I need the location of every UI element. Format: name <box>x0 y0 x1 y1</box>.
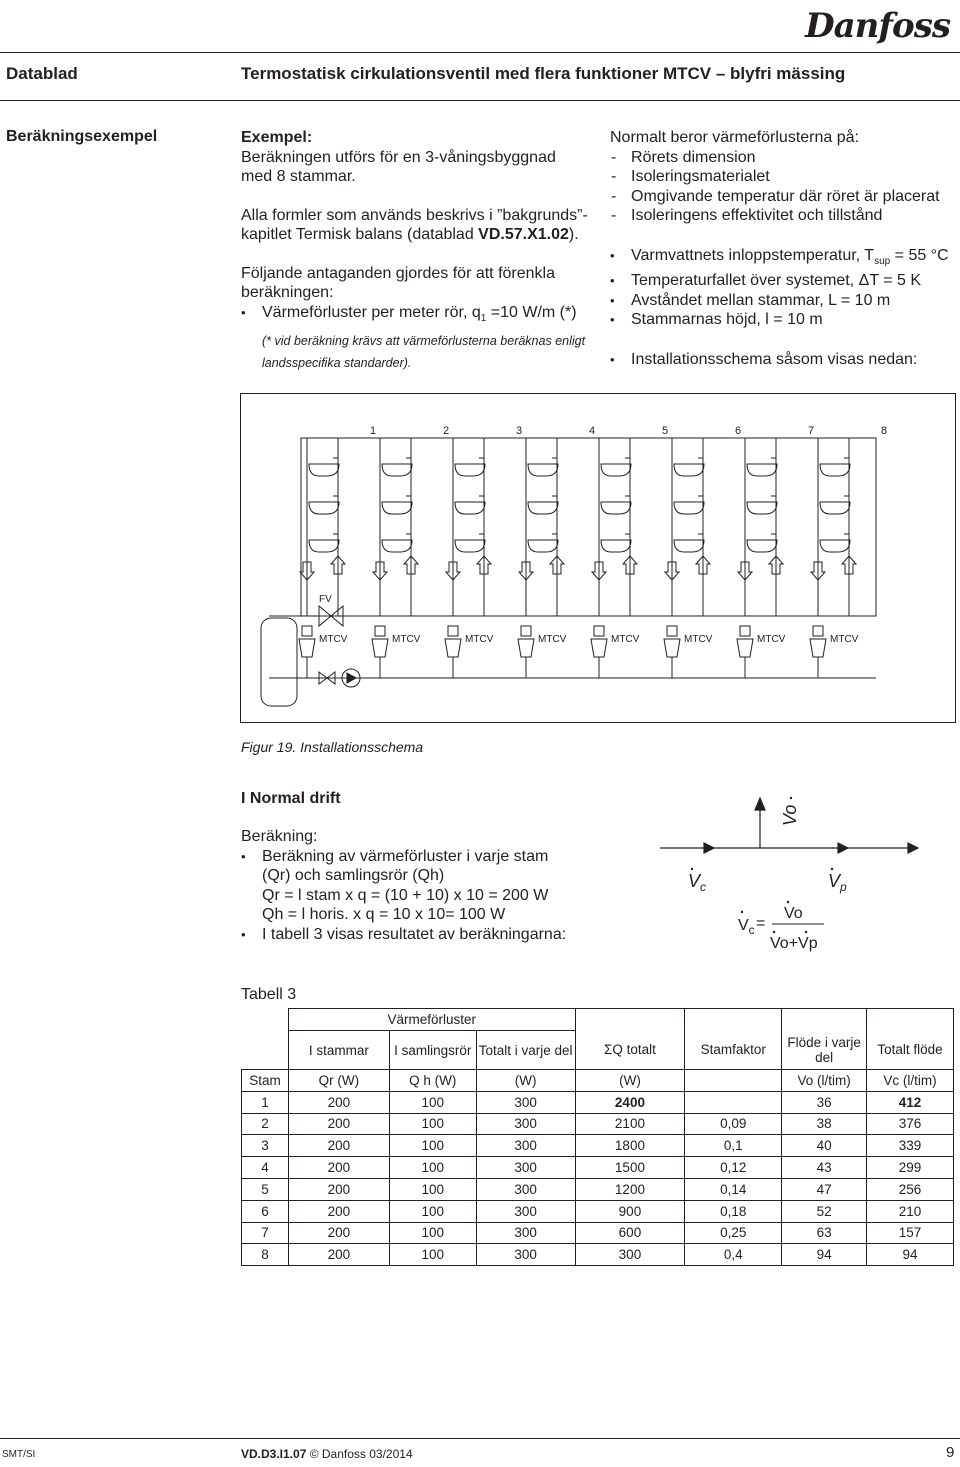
unit-cell: (W) <box>476 1070 575 1092</box>
table-cell: 100 <box>389 1091 476 1113</box>
mtcv-body <box>445 639 461 657</box>
riser-number: 8 <box>880 425 888 437</box>
flow-diagram <box>660 790 930 970</box>
table-cell: 1 <box>242 1091 289 1113</box>
riser-number: 7 <box>807 425 815 437</box>
table-cell: 6 <box>242 1200 289 1222</box>
bullet-item: • Stammarnas höjd, l = 10 m <box>610 310 955 330</box>
example-p2-l2: kapitlet Termisk balans (datablad VD.57.X1.02). <box>241 226 579 243</box>
table-cell: 0,18 <box>685 1200 782 1222</box>
table-units-row <box>242 1070 954 1092</box>
mtcv-label: MTCV <box>830 634 859 645</box>
table-cell: 300 <box>575 1244 685 1266</box>
bathtub-icon <box>455 502 485 514</box>
table-cell: 4 <box>242 1157 289 1179</box>
table-cell: 2 <box>242 1113 289 1135</box>
table-row <box>242 1200 954 1222</box>
table-cell: 100 <box>389 1222 476 1244</box>
mtcv-valve-icon <box>302 626 312 636</box>
formula-qh: Qh = l horis. x q = 10 x 10= 100 W <box>262 906 506 923</box>
mtcv-label: MTCV <box>319 634 348 645</box>
table-cell: 52 <box>782 1200 867 1222</box>
note-l1: (* vid beräkning krävs att värmeförlusterna beräknas enligt <box>262 334 586 349</box>
table-cell: 300 <box>476 1222 575 1244</box>
table-cell: 100 <box>389 1113 476 1135</box>
note-l2: landsspecifika standarder). <box>262 356 412 371</box>
bathtub-icon <box>747 502 777 514</box>
table-cell: 300 <box>476 1178 575 1200</box>
table-cell: 300 <box>476 1113 575 1135</box>
table-row <box>242 1178 954 1200</box>
normal-operation-heading: I Normal drift <box>241 790 341 807</box>
mtcv-valve-icon <box>667 626 677 636</box>
mtcv-valve-icon <box>740 626 750 636</box>
right-column <box>610 128 955 369</box>
table-cell: 3 <box>242 1135 289 1157</box>
vp-label: $V_p$ <box>828 871 847 894</box>
table-cell <box>685 1091 782 1113</box>
riser-number: 6 <box>734 425 742 437</box>
table-cell: 8 <box>242 1244 289 1266</box>
mtcv-body <box>372 639 388 657</box>
table-cell: 100 <box>389 1157 476 1179</box>
dash-item: - Omgivande temperatur där röret är placerat <box>610 187 955 207</box>
installation-schema-figure <box>240 393 956 723</box>
bathtub-icon <box>674 540 704 552</box>
bathtub-icon <box>382 502 412 514</box>
heat-loss-bullet: • Värmeförluster per meter rör, $q_1 =10$ W/m (*) <box>241 303 601 329</box>
depends-intro: Normalt beror värmeförlusterna på: <box>610 129 859 146</box>
bathtub-icon <box>455 464 485 476</box>
table-cell: 200 <box>288 1200 389 1222</box>
pump-arrow-icon <box>347 673 356 683</box>
table-cell: 300 <box>476 1135 575 1157</box>
table-group-header-row <box>242 1009 954 1031</box>
table-cell: 5 <box>242 1178 289 1200</box>
unit-cell: (W) <box>575 1070 685 1092</box>
table-cell: 300 <box>476 1091 575 1113</box>
mtcv-body <box>664 639 680 657</box>
table-cell: 100 <box>389 1200 476 1222</box>
example-p1-l1: Beräkningen utförs för en 3-våningsbyggnad <box>241 148 556 166</box>
table-cell: 94 <box>867 1244 954 1266</box>
group-header: Värmeförluster <box>288 1009 575 1031</box>
table-row <box>242 1244 954 1266</box>
table-cell: 256 <box>867 1178 954 1200</box>
table-cell: 900 <box>575 1200 685 1222</box>
table-cell: 1500 <box>575 1157 685 1179</box>
table-cell: 200 <box>288 1178 389 1200</box>
table-cell: 0,12 <box>685 1157 782 1179</box>
arrow-right-icon <box>838 843 848 853</box>
bullet-item: • Avståndet mellan stammar, L = 10 m <box>610 291 955 311</box>
calc-block <box>241 827 601 944</box>
table-cell: 1200 <box>575 1178 685 1200</box>
table-cell: 200 <box>288 1222 389 1244</box>
table-cell: 339 <box>867 1135 954 1157</box>
datasheet-ref: VD.57.X1.02 <box>478 226 569 243</box>
mtcv-body <box>810 639 826 657</box>
col-header: Totalt i varje del <box>476 1031 575 1070</box>
example-heading: Exempel: <box>241 129 313 146</box>
col-header: Stamfaktor <box>685 1031 782 1070</box>
left-column <box>241 128 601 374</box>
assumptions-l2: beräkningen: <box>241 284 334 301</box>
installation-schema-drawing <box>241 394 955 722</box>
bathtub-icon <box>820 540 850 552</box>
table-cell: 2400 <box>575 1091 685 1113</box>
table-cell: 40 <box>782 1135 867 1157</box>
table-header-row <box>242 1031 954 1070</box>
table-row <box>242 1113 954 1135</box>
unit-cell: Vo (l/tim) <box>782 1070 867 1092</box>
table-cell: 38 <box>782 1113 867 1135</box>
bathtub-icon <box>601 540 631 552</box>
bathtub-icon <box>674 464 704 476</box>
calc-label: Beräkning: <box>241 828 318 845</box>
example-p1-l2: med 8 stammar. <box>241 168 356 185</box>
mtcv-label: MTCV <box>757 634 786 645</box>
riser-number: 2 <box>442 425 450 437</box>
table-cell: 0,25 <box>685 1222 782 1244</box>
bathtub-icon <box>674 502 704 514</box>
mtcv-valve-icon <box>448 626 458 636</box>
bullet-item: • Installationsschema såsom visas nedan: <box>610 350 955 370</box>
eq-numerator: Vo <box>784 905 803 922</box>
mtcv-valve-icon <box>594 626 604 636</box>
col-header: ΣQ totalt <box>575 1031 685 1070</box>
bathtub-icon <box>601 464 631 476</box>
table-cell: 412 <box>867 1091 954 1113</box>
table-cell: 0,14 <box>685 1178 782 1200</box>
inlet-temp-bullet: • Varmvattnets inloppstemperatur, $T_{sup} = 55$ °C <box>610 246 955 272</box>
mtcv-label: MTCV <box>611 634 640 645</box>
col-header: I samlingsrör <box>389 1031 476 1070</box>
table-row <box>242 1157 954 1179</box>
table-cell: 100 <box>389 1244 476 1266</box>
table-cell: 63 <box>782 1222 867 1244</box>
table-cell: 200 <box>288 1135 389 1157</box>
table-row <box>242 1222 954 1244</box>
mtcv-valve-icon <box>375 626 385 636</box>
mtcv-label: MTCV <box>538 634 567 645</box>
bathtub-icon <box>747 540 777 552</box>
formula-qr: Qr = l stam x q = (10 + 10) x 10 = 200 W <box>262 886 549 904</box>
vc-label: $V_c$ <box>688 871 707 894</box>
table-cell: 36 <box>782 1091 867 1113</box>
eq-lhs: $V_c$ <box>738 917 755 937</box>
bathtub-icon <box>528 502 558 514</box>
assumptions-l1: Följande antaganden gjordes för att förenkla <box>241 264 555 282</box>
table-cell: 43 <box>782 1157 867 1179</box>
table-cell: 376 <box>867 1113 954 1135</box>
footer-center: VD.D3.I1.07 © Danfoss 03/2014 <box>241 1447 413 1461</box>
bathtub-icon <box>820 464 850 476</box>
mtcv-label: MTCV <box>465 634 494 645</box>
table-cell: 200 <box>288 1091 389 1113</box>
unit-cell: Stam <box>242 1070 289 1092</box>
bathtub-icon <box>528 464 558 476</box>
arrow-right-icon <box>704 843 714 853</box>
table-cell: 600 <box>575 1222 685 1244</box>
mtcv-label: MTCV <box>392 634 421 645</box>
mtcv-valve-icon <box>813 626 823 636</box>
header-top-rule <box>0 52 960 53</box>
vo-label: Vo <box>780 804 800 826</box>
table-label: Tabell 3 <box>241 986 297 1003</box>
danfoss-logo: Danfoss <box>805 6 950 46</box>
bathtub-icon <box>382 540 412 552</box>
col-header: Flöde i varje del <box>782 1031 867 1070</box>
riser-number: 5 <box>661 425 669 437</box>
dash-item: - Isoleringens effektivitet och tillstånd <box>610 206 955 226</box>
bathtub-icon <box>528 540 558 552</box>
example-p2-l1: Alla formler som används beskrivs i ”bakgrunds”- <box>241 206 588 224</box>
bathtub-icon <box>455 540 485 552</box>
table-cell: 100 <box>389 1135 476 1157</box>
fv-label: FV <box>319 594 332 605</box>
footer-left: SMT/SI <box>2 1449 36 1460</box>
mtcv-body <box>518 639 534 657</box>
building-outline <box>301 438 876 616</box>
table-cell: 94 <box>782 1244 867 1266</box>
table-cell: 300 <box>476 1200 575 1222</box>
table-row <box>242 1135 954 1157</box>
header-bottom-rule <box>0 100 960 101</box>
doc-title: Termostatisk cirkulationsventil med flera funktioner MTCV – blyfri mässing <box>241 64 846 83</box>
riser-number: 4 <box>588 425 596 437</box>
eq-denominator: Vo+Vp <box>770 935 818 952</box>
unit-cell <box>685 1070 782 1092</box>
figure-caption: Figur 19. Installationsschema <box>241 739 424 755</box>
calc-bullet-l2: (Qr) och samlingsrör (Qh) <box>262 867 445 884</box>
bathtub-icon <box>309 464 339 476</box>
unit-cell: Q h (W) <box>389 1070 476 1092</box>
unit-cell: Vc (l/tim) <box>867 1070 954 1092</box>
table-ref-bullet: • I tabell 3 visas resultatet av beräkningarna: <box>241 925 601 945</box>
mtcv-body <box>737 639 753 657</box>
table-cell: 300 <box>476 1157 575 1179</box>
table-cell: 47 <box>782 1178 867 1200</box>
mtcv-label: MTCV <box>684 634 713 645</box>
dash-item: - Rörets dimension <box>610 148 955 168</box>
table-cell: 200 <box>288 1113 389 1135</box>
arrow-right-icon <box>908 843 918 853</box>
mtcv-body <box>299 639 315 657</box>
results-table <box>241 1008 954 1266</box>
col-header: I stammar <box>288 1031 389 1070</box>
unit-cell: Qr (W) <box>288 1070 389 1092</box>
table-cell: 299 <box>867 1157 954 1179</box>
table-cell: 157 <box>867 1222 954 1244</box>
table-row <box>242 1091 954 1113</box>
table-cell: 2100 <box>575 1113 685 1135</box>
mtcv-body <box>591 639 607 657</box>
riser-number: 1 <box>369 425 377 437</box>
footer-code: VD.D3.I1.07 <box>241 1447 307 1461</box>
table-cell: 1800 <box>575 1135 685 1157</box>
mtcv-valve-icon <box>521 626 531 636</box>
table-cell: 0,1 <box>685 1135 782 1157</box>
eq-sign: = <box>756 915 766 932</box>
table-cell: 7 <box>242 1222 289 1244</box>
page-number: 9 <box>946 1444 955 1461</box>
table-cell: 100 <box>389 1178 476 1200</box>
bathtub-icon <box>382 464 412 476</box>
arrow-up-icon <box>755 798 765 810</box>
riser-number: 3 <box>515 425 523 437</box>
bathtub-icon <box>747 464 777 476</box>
section-label: Beräkningsexempel <box>6 128 158 145</box>
bathtub-icon <box>309 502 339 514</box>
bullet-item: • Temperaturfallet över systemet, ΔT = 5 K <box>610 271 955 291</box>
bathtub-icon <box>820 502 850 514</box>
bathtub-icon <box>601 502 631 514</box>
table-cell: 300 <box>476 1244 575 1266</box>
col-header: Totalt flöde <box>867 1031 954 1070</box>
table-cell: 200 <box>288 1244 389 1266</box>
table-cell: 200 <box>288 1157 389 1179</box>
table-cell: 210 <box>867 1200 954 1222</box>
calc-bullet-l1: • Beräkning av värmeförluster i varje stam <box>241 847 601 867</box>
table-cell: 0,4 <box>685 1244 782 1266</box>
storage-tank <box>261 618 297 706</box>
dash-item: - Isoleringsmaterialet <box>610 167 955 187</box>
table-cell: 0,09 <box>685 1113 782 1135</box>
bathtub-icon <box>309 540 339 552</box>
doc-type-label: Datablad <box>6 64 78 83</box>
footer-rule <box>0 1438 960 1439</box>
